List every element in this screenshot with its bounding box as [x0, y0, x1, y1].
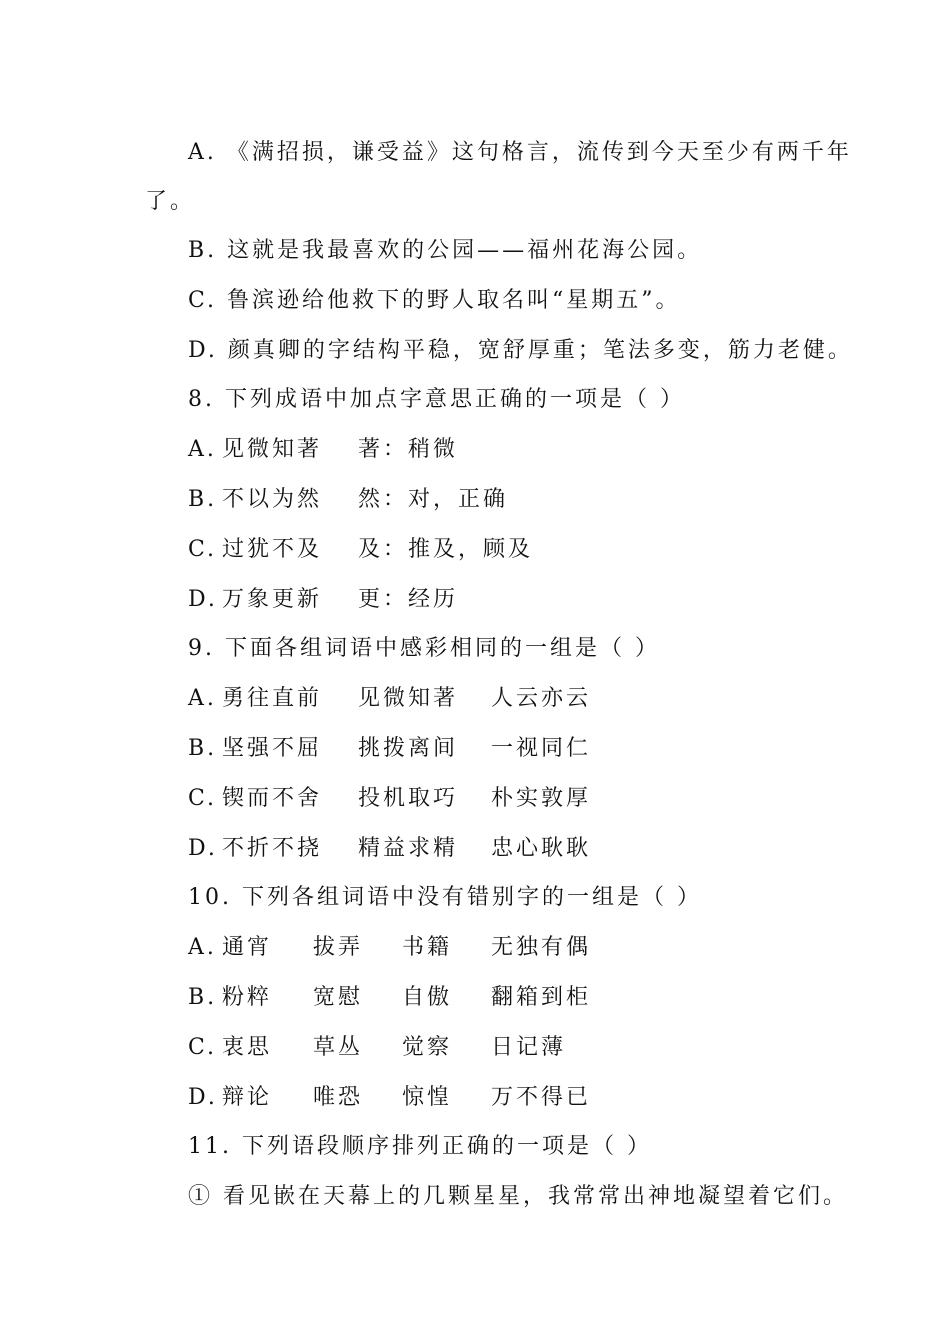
option-label: B. — [188, 487, 218, 512]
option-word-2: 草丛 — [313, 1035, 364, 1060]
q7-option-b: B. 这就是我最喜欢的公园——福州花海公园。 — [188, 238, 703, 263]
option-label: D. — [188, 1085, 218, 1110]
option-word-3: 惊惶 — [402, 1085, 453, 1110]
option-label: C. — [188, 1035, 218, 1060]
option-word-2: 投机取巧 — [358, 786, 459, 811]
option-label: A. — [188, 935, 217, 960]
option-idiom: 不以为然 — [222, 487, 323, 512]
option-meaning: 著：稍微 — [358, 437, 459, 462]
option-label: A. — [188, 437, 217, 462]
q10-stem: 10. 下列各组词语中没有错别字的一组是（ ） — [188, 885, 702, 910]
option-word-2: 唯恐 — [313, 1085, 364, 1110]
q7-option-d: D. 颜真卿的字结构平稳，宽舒厚重；笔法多变，筋力老健。 — [188, 338, 853, 363]
option-word-4: 翻箱到柜 — [491, 985, 592, 1010]
option-word-1: 勇往直前 — [222, 686, 323, 711]
option-label: B. — [188, 985, 218, 1010]
q7-option-a-line2: 了。 — [145, 189, 196, 214]
option-word-1: 通宵 — [222, 935, 273, 960]
option-word-2: 宽慰 — [313, 985, 364, 1010]
option-word-3: 书籍 — [402, 935, 453, 960]
option-label: D. — [188, 587, 218, 612]
option-meaning: 然：对，正确 — [358, 487, 509, 512]
option-meaning: 及：推及，顾及 — [358, 537, 534, 562]
option-word-2: 拔弄 — [313, 935, 364, 960]
option-word-1: 辩论 — [222, 1085, 273, 1110]
option-word-1: 衷思 — [222, 1035, 273, 1060]
option-word-4: 万不得已 — [491, 1085, 592, 1110]
option-word-1: 锲而不舍 — [222, 786, 323, 811]
option-label: D. — [188, 836, 218, 861]
q11-sentence-1: ① 看见嵌在天幕上的几颗星星，我常常出神地凝望着它们。 — [188, 1184, 848, 1209]
option-word-3: 人云亦云 — [491, 686, 592, 711]
q11-stem: 11. 下列语段顺序排列正确的一项是（ ） — [188, 1134, 652, 1159]
option-idiom: 见微知著 — [222, 437, 323, 462]
option-word-2: 精益求精 — [358, 836, 459, 861]
option-word-3: 忠心耿耿 — [491, 836, 592, 861]
q7-option-a-line1: A. 《满招损，谦受益》这句格言，流传到今天至少有两千年 — [188, 140, 852, 165]
option-word-3: 自傲 — [402, 985, 453, 1010]
option-word-3: 朴实敦厚 — [491, 786, 592, 811]
option-label: C. — [188, 786, 218, 811]
option-label: A. — [188, 686, 217, 711]
option-word-4: 日记薄 — [491, 1035, 567, 1060]
option-word-1: 粉粹 — [222, 985, 273, 1010]
option-word-2: 见微知著 — [358, 686, 459, 711]
q7-option-c: C. 鲁滨逊给他救下的野人取名叫“星期五”。 — [188, 288, 681, 313]
option-word-2: 挑拨离间 — [358, 736, 459, 761]
option-label: B. — [188, 736, 218, 761]
q9-stem: 9. 下面各组词语中感彩相同的一组是（ ） — [188, 636, 660, 661]
option-idiom: 过犹不及 — [222, 537, 323, 562]
option-word-1: 不折不挠 — [222, 836, 323, 861]
option-meaning: 更：经历 — [358, 587, 459, 612]
option-word-4: 无独有偶 — [491, 935, 592, 960]
q8-stem: 8. 下列成语中加点字意思正确的一项是（ ） — [188, 387, 685, 412]
option-word-3: 觉察 — [402, 1035, 453, 1060]
option-word-1: 坚强不屈 — [222, 736, 323, 761]
option-label: C. — [188, 537, 218, 562]
option-word-3: 一视同仁 — [491, 736, 592, 761]
option-idiom: 万象更新 — [222, 587, 323, 612]
